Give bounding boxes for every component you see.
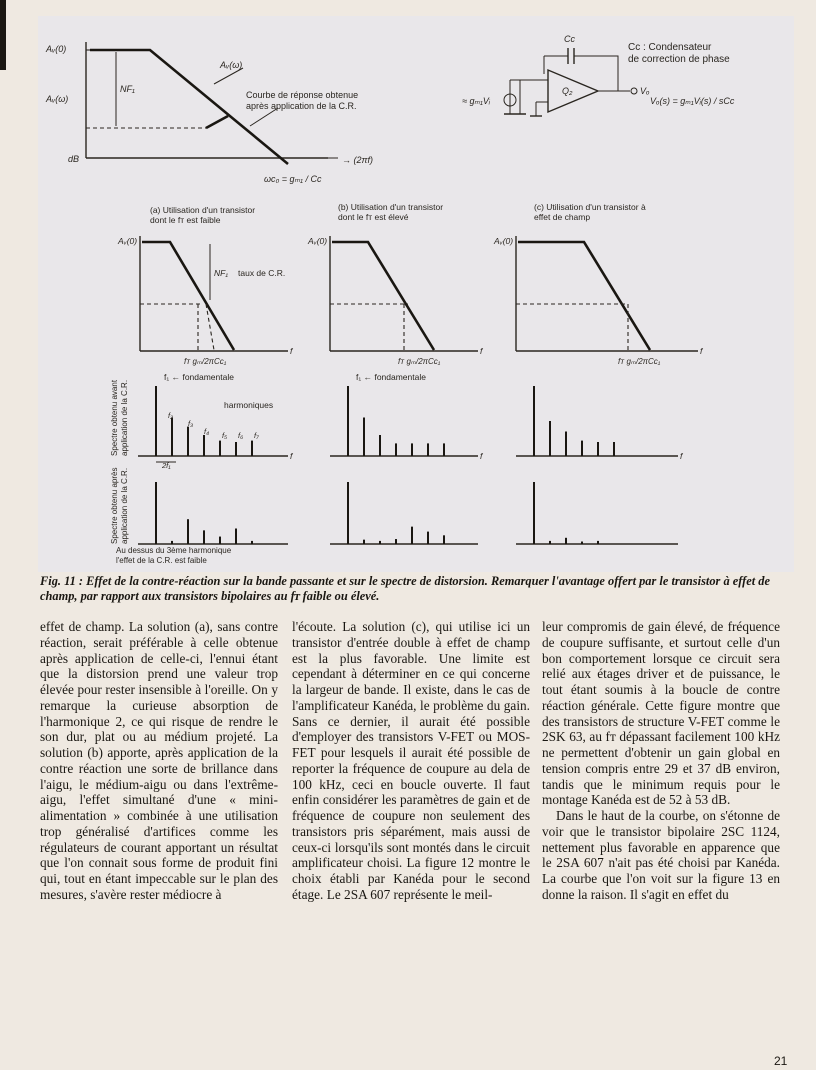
side-label-before-line1: Spectre obtenu avant (110, 379, 119, 456)
panel-c-response (493, 236, 704, 366)
h-label-7: f₇ (254, 431, 259, 440)
panel-c-title-line1: (c) Utilisation d'un transistor à (534, 202, 646, 212)
top-nf-label: NF₁ (120, 84, 135, 94)
side-label-before-line2: application de la C.R. (120, 379, 129, 456)
h-label-2: f₂ (168, 411, 173, 420)
h-label-3: f₃ (188, 419, 194, 428)
panel-a-fundamental: f₁ ← fondamentale (164, 372, 234, 382)
column-3-paragraph-1: leur compromis de gain élevé, de fréquence de coupure suffisante, et surtout celle d'un bon comportement lorsque ce circuit sera relié aux étages driver et de puissance, le tout étant soumis à la boucle de contre réaction générale. Cette figure montre que des transistors de structure V-FET comme le 2SK 63, au fᴛ dépassant facilement 100 kHz ne permettent d'obtenir un gain global en tension compris entre 29 et 37 dB environ, tandis que le minimum requis pour le montage Kanéda est de 52 à 53 dB. (542, 619, 780, 808)
panel-b-y-label: Aᵥ(0) (308, 236, 328, 246)
page-number: 21 (774, 1054, 788, 1068)
text-column-1 (40, 619, 278, 903)
distortion-spectra (138, 386, 678, 544)
panel-a-title-line2: dont le fᴛ est faible (150, 215, 221, 225)
top-curve-label: Aᵥ(ω) (220, 60, 243, 70)
panel-c-y-label: Aᵥ(0) (494, 236, 514, 246)
transfer-formula: Vₒ(s) = gₘ₁Vᵢ(s) / sCc (650, 96, 735, 106)
cap-symbol: Cc (564, 34, 575, 44)
response-note-line1: Courbe de réponse obtenue (246, 90, 359, 100)
spec-a-f: f (290, 451, 293, 461)
cap-label-line2: de correction de phase (628, 54, 730, 65)
output-label: Vₒ (640, 86, 650, 96)
panel-a-y-label: Aᵥ(0) (118, 236, 138, 246)
figure-11 (38, 16, 794, 572)
opamp-label: Q₂ (562, 86, 573, 96)
panel-a-response (117, 236, 294, 366)
panel-b-title-line2: dont le fᴛ est élevé (338, 212, 409, 222)
panel-c-freq-labels: fᴛ gₘ/2πCc₁ (618, 357, 661, 366)
panel-b-title-line1: (b) Utilisation d'un transistor (338, 202, 444, 212)
panel-c-f: f (700, 346, 703, 356)
page-edge-mark (0, 0, 6, 70)
bottom-note-line2: l'effet de la C.R. est faible (116, 556, 207, 565)
top-x-axis-label: → (2πf) (342, 155, 374, 165)
panel-a-title-line1: (a) Utilisation d'un transistor (150, 205, 256, 215)
top-db-label: dB (68, 154, 80, 164)
side-label-after-line2: application de la C.R. (120, 467, 129, 544)
text-column-3 (542, 619, 780, 903)
side-label-after-line1: Spectre obtenu après (110, 467, 119, 544)
panel-b-response (307, 236, 484, 366)
panel-a-f: f (290, 346, 293, 356)
bottom-note-line1: Au dessus du 3ème harmonique (116, 546, 232, 555)
spec-b-f: f (480, 451, 483, 461)
top-response-graph (45, 42, 373, 184)
top-wc-label: ωc₀ = gₘ₁ / Cc (264, 174, 322, 184)
cap-label-line1: Cc : Condensateur (628, 42, 712, 53)
phase-correction-circuit (462, 34, 735, 116)
current-source-label: ≈ gₘ₁Vᵢ (462, 96, 491, 106)
h-label-5: f₅ (222, 431, 228, 440)
column-2-paragraph: l'écoute. La solution (c), qui utilise ici un transistor d'entrée double à effet de champ est la plus favorable. Une limite est cependant à déterminer en ce qui concerne la largeur de bande. Il existe, dans le cas de l'amplificateur Kanéda, le problème du gain. Sans ce dernier, il aurait été possible d'employer des transistors V-FET ou MOS-FET pour lesquels il aurait été possible de reporter la fréquence de coupure au dela de 100 kHz, ceci en boucle ouverte. Il faut enfin considérer les paramètres de gain et de fréquence de coupure non seulement des transistors pris séparément, mais aussi de ceux-ci lorsqu'ils sont montés dans le circuit amplificateur choisi. La figure 12 montre le choix établi par Kanéda pour le second étage. Le 2SA 607 représente le meil- (292, 619, 530, 902)
column-3-paragraph-2: Dans le haut de la courbe, on s'étonne de voir que le transistor bipolaire 2SC 1124, nettement plus favorable en apparence que le 2SA 607 n'ait pas été choisi par Kanéda. La courbe que l'on voit sur la figure 13 en donne la raison. Il s'agit en effet du (542, 808, 780, 902)
panel-a-harmonics: harmoniques (224, 400, 274, 410)
h-label-4: f₄ (204, 427, 210, 436)
panel-b-f: f (480, 346, 483, 356)
panel-a-cr-label: taux de C.R. (238, 268, 286, 278)
text-column-2 (292, 619, 530, 903)
response-note-line2: après application de la C.R. (246, 101, 357, 111)
h-label-6: f₆ (238, 431, 244, 440)
panel-b-fundamental: f₁ ← fondamentale (356, 372, 426, 382)
panel-b-freq-labels: fᴛ gₘ/2πCc₁ (398, 357, 441, 366)
panel-c-title-line2: effet de champ (534, 212, 591, 222)
panel-a-freq-labels: fᴛ gₘ/2πCc₁ (184, 357, 227, 366)
panel-a-nf: NF₁ (214, 268, 229, 278)
column-1-paragraph: effet de champ. La solution (a), sans contre réaction, serait préférable à celle obtenue après application de celle-ci, l'ennui étant que la distorsion prend une valeur trop élevée pour rester insensible à l'oreille. On y remarque la curieuse absorption de l'harmonique 2, ce qui risque de rendre le son dur, plat ou au médium projeté. La solution (b) apporte, après application de la contre réaction une sorte de brillance dans l'aigu, le médium-aigu ou dans l'extrême-aigu, l'effet simultané d'une « mini-alimentation » combinée à une utilisation trop généralisé d'artifices comme les régulateurs de courant apportant un résultat que l'on connait sous forme de produit fini qui, tout en étant impeccable sur le plan des mesures, s'avère rester médiocre à (40, 619, 278, 902)
top-y-top-label: Aᵥ(0) (46, 44, 67, 54)
top-y-mid-label: Aᵥ(ω) (46, 94, 69, 104)
harmonic-pitch: 2f₁ (162, 461, 171, 470)
figure-graphic (38, 16, 794, 572)
spec-c-f: f (680, 451, 683, 461)
figure-caption: Fig. 11 : Effet de la contre-réaction sur la bande passante et sur le spectre de distorsion. Remarquer l'avantage offert par le transistor à effet de champ, par rapport aux transistors bipolaires au fᴛ faible ou élevé. (40, 574, 771, 603)
